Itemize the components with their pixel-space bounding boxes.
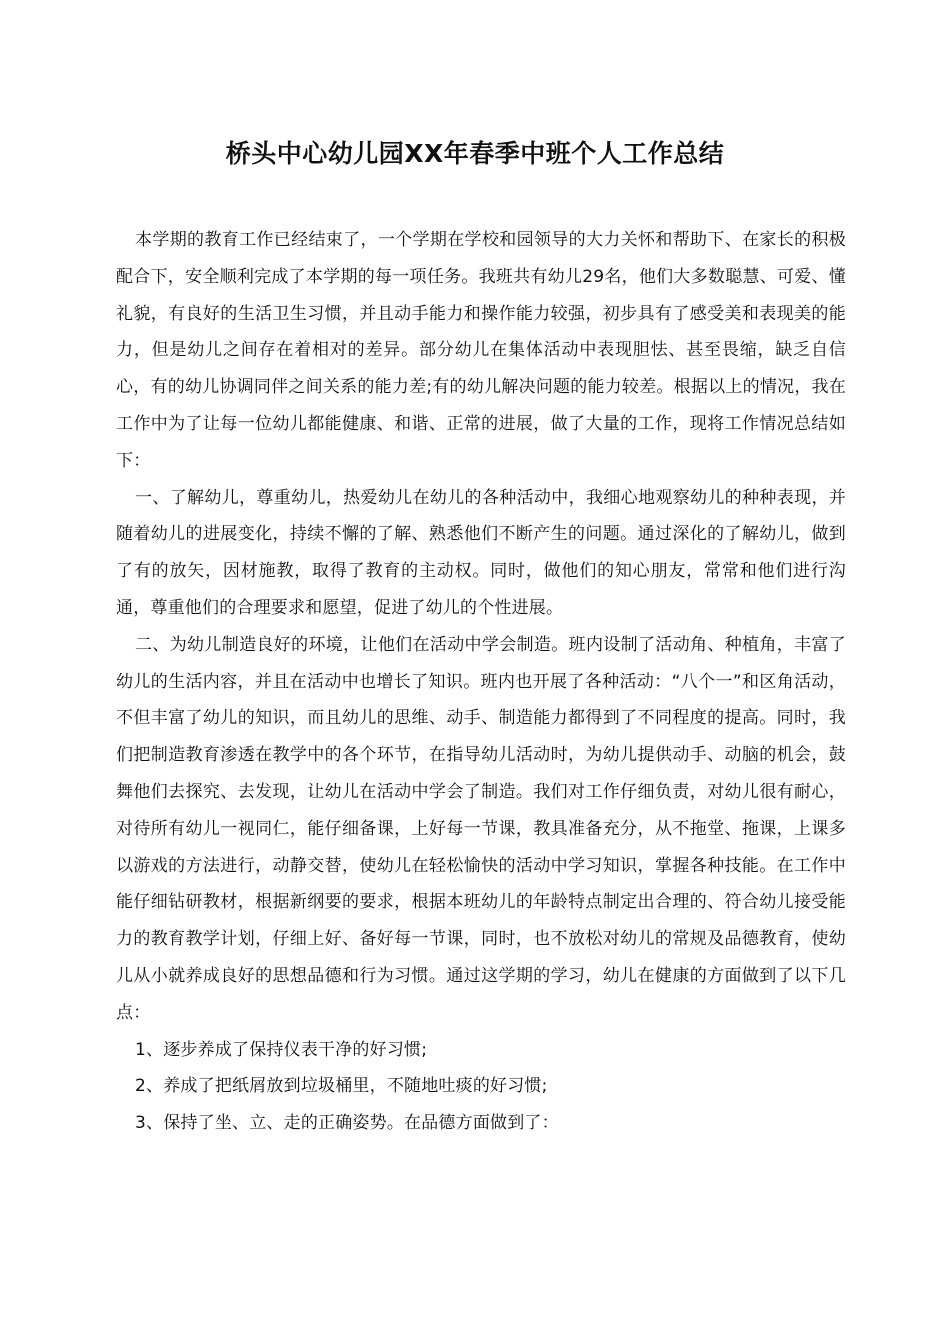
paragraph-section-1: 一、了解幼儿，尊重幼儿，热爱幼儿在幼儿的各种活动中，我细心地观察幼儿的种种表现，并随着幼儿的进展变化，持续不懈的了解、熟悉他们不断产生的问题。通过深化的了解幼儿，做到了有的放矢，因材施教，取得了教育的主动权。同时，做他们的知心朋友，常常和他们进行沟通，尊重他们的合理要求和愿望，促进了幼儿的个性进展。: [116, 487, 846, 618]
document-body: [116, 222, 846, 1142]
paragraph-intro: 本学期的教育工作已经结束了，一个学期在学校和园领导的大力关怀和帮助下、在家长的积极配合下，安全顺利完成了本学期的每一项任务。我班共有幼儿29名，他们大多数聪慧、可爱、懂礼貌，有良好的生活卫生习惯，并且动手能力和操作能力较强，初步具有了感受美和表现美的能力，但是幼儿之间存在着相对的差异。部分幼儿在集体活动中表现胆怯、甚至畏缩，缺乏自信心，有的幼儿协调同伴之间关系的能力差;有的幼儿解决问题的能力较差。根据以上的情况，我在工作中为了让每一位幼儿都能健康、和谐、正常的进展，做了大量的工作，现将工作情况总结如下：: [116, 230, 846, 471]
list-item-2: 2、养成了把纸屑放到垃圾桶里，不随地吐痰的好习惯;: [135, 1076, 548, 1097]
list-item-1: 1、逐步养成了保持仪表干净的好习惯;: [135, 1039, 428, 1060]
list-item-3: 3、保持了坐、立、走的正确姿势。在品德方面做到了：: [135, 1113, 559, 1134]
paragraph-section-2: 二、为幼儿制造良好的环境，让他们在活动中学会制造。班内设制了活动角、种植角，丰富了幼儿的生活内容，并且在活动中也增长了知识。班内也开展了各种活动：“八个一”和区角活动，不但丰富了幼儿的知识，而且幼儿的思维、动手、制造能力都得到了不同程度的提高。同时，我们把制造教育渗透在教学中的各个环节，在指导幼儿活动时，为幼儿提供动手、动脑的机会，鼓舞他们去探究、去发现，让幼儿在活动中学会了制造。我们对工作仔细负责，对幼儿很有耐心，对待所有幼儿一视同仁，能仔细备课，上好每一节课，教具准备充分，从不拖堂、拖课，上课多以游戏的方法进行，动静交替，使幼儿在轻松愉快的活动中学习知识，掌握各种技能。在工作中能仔细钻研教材，根据新纲要的要求，根据本班幼儿的年龄特点制定出合理的、符合幼儿接受能力的教育教学计划，仔细上好、备好每一节课，同时，也不放松对幼儿的常规及品德教育，使幼儿从小就养成良好的思想品德和行为习惯。通过这学期的学习，幼儿在健康的方面做到了以下几点：: [116, 634, 846, 1023]
document-title: 桥头中心幼儿园XX年春季中班个人工作总结: [225, 139, 725, 168]
